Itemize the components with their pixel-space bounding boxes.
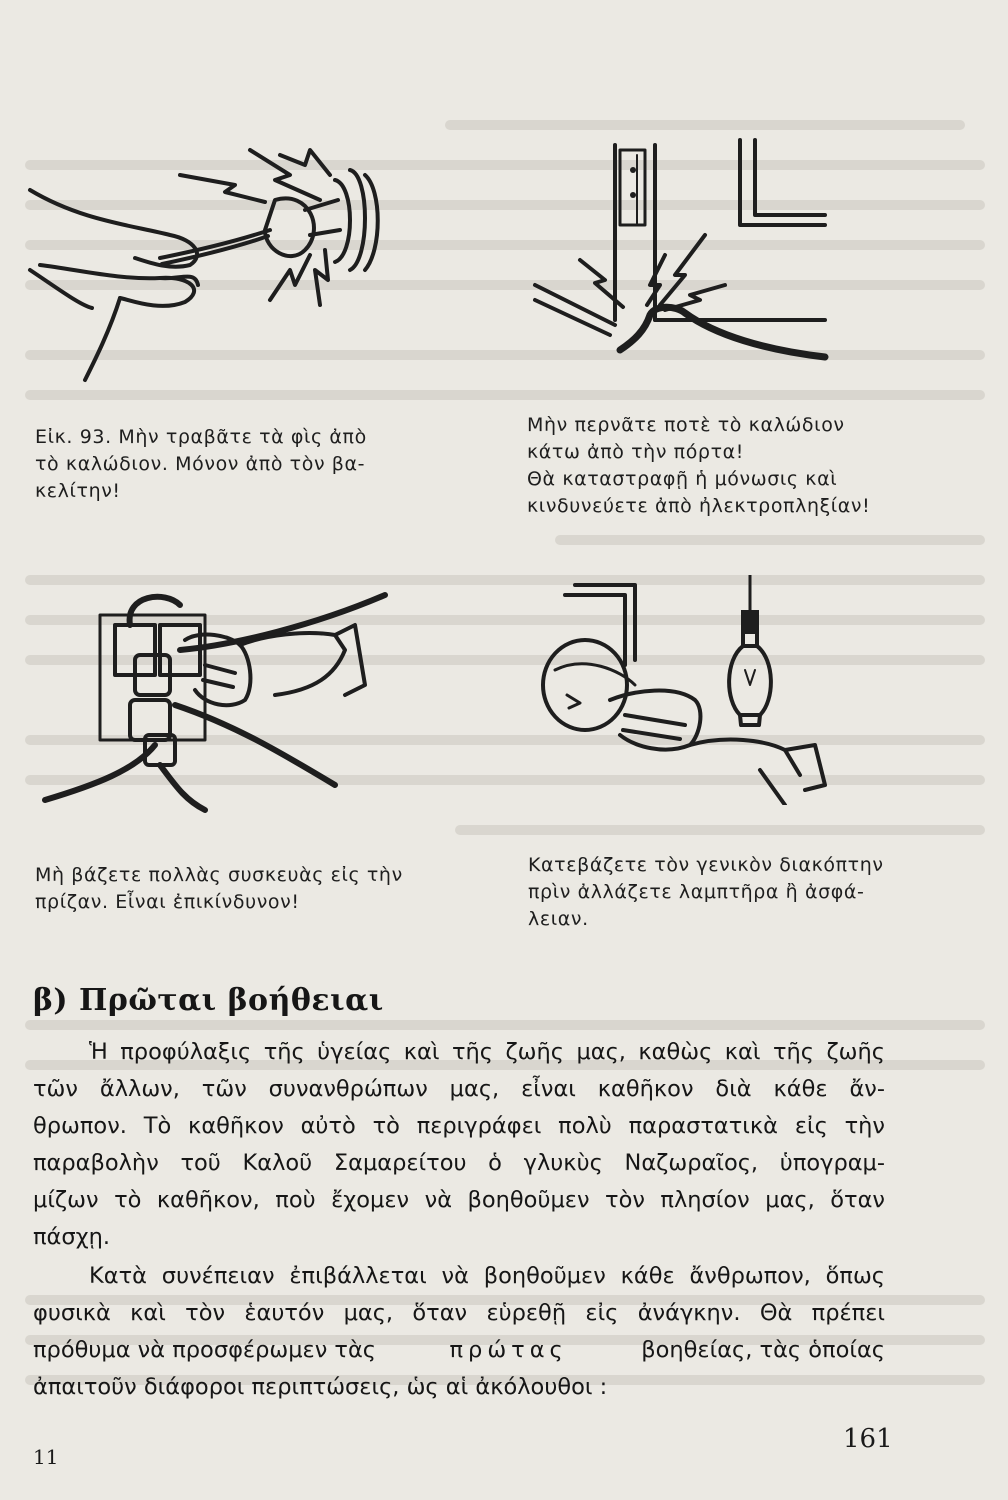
paragraph-line: ἀπαιτοῦν διάφοροι περιπτώσεις, ὡς αἱ ἀκόλουθοι :	[33, 1374, 608, 1400]
caption-line: τὸ καλώδιον. Μόνον ἀπὸ τὸν βα-	[35, 453, 366, 475]
emphasized-word: πρώτας	[449, 1337, 568, 1363]
caption-line: πρίζαν. Εἶναι ἐπικίνδυνον!	[35, 891, 300, 913]
hand-pulling-plug-by-cord-illustration	[20, 130, 420, 400]
caption-line: Κατεβάζετε τὸν γενικὸν διακόπτην	[528, 854, 884, 876]
caption-line: Μὴ βάζετε πολλὰς συσκευὰς εἰς τὴν	[35, 864, 403, 886]
page-number: 161	[843, 1424, 893, 1454]
paragraph-first-aid-duty	[33, 1034, 885, 1256]
figure-caption-door-cable	[527, 412, 870, 520]
text-segment: πρόθυμα νὰ προσφέρωμεν τὰς	[33, 1337, 376, 1363]
overloaded-socket-illustration	[35, 585, 395, 815]
caption-line: λειαν.	[528, 908, 589, 930]
caption-line: Μὴν περνᾶτε ποτὲ τὸ καλώδιον	[527, 414, 845, 436]
paragraph-line: φυσικὰ καὶ τὸν ἑαυτόν μας, ὅταν εὑρεθῇ εἰς ἀνάγκην. Θὰ πρέπει	[33, 1300, 885, 1326]
caption-line: Εἰκ. 93. Μὴν τραβᾶτε τὰ φὶς ἀπὸ	[35, 426, 367, 448]
caption-line: κελίτην!	[35, 480, 121, 502]
paragraph-line: Ἡ προφύλαξις τῆς ὑγείας καὶ τῆς ζωῆς μας, καθὼς καὶ τῆς ζωῆς	[89, 1039, 885, 1065]
figure-caption-overloaded-socket	[35, 862, 403, 916]
paragraph-line: Κατὰ συνέπειαν ἐπιβάλλεται νὰ βοηθοῦμεν κάθε ἄνθρωπον, ὅπως	[89, 1263, 885, 1289]
caption-line: Θὰ καταστραφῇ ἡ μόνωσις καὶ	[527, 468, 838, 490]
caption-line: κάτω ἀπὸ τὴν πόρτα!	[527, 441, 744, 463]
paragraph-line: τῶν ἄλλων, τῶν συνανθρώπων μας, εἶναι καθῆκον διὰ κάθε ἄν-	[33, 1076, 885, 1102]
paragraph-line-with-emphasis	[33, 1332, 885, 1369]
figure-caption-main-switch	[528, 852, 884, 933]
paragraph-line: θρωπον. Τὸ καθῆκον αὐτὸ τὸ περιγράφει πολὺ παραστατικὰ εἰς τὴν	[33, 1113, 885, 1139]
signature-mark: 11	[33, 1445, 59, 1469]
paragraph-line: μίζων τὸ καθῆκον, ποὺ ἔχομεν νὰ βοηθοῦμεν τὸν πλησίον μας, ὅταν	[33, 1187, 885, 1213]
text-segment: βοηθείας, τὰς ὁποίας	[641, 1337, 885, 1363]
paragraph-obligation	[33, 1258, 885, 1406]
main-switch-and-lamp-illustration	[525, 575, 855, 805]
figure-caption-pull-plug	[35, 424, 367, 505]
caption-line: κινδυνεύετε ἀπὸ ἠλεκτροπληξίαν!	[527, 495, 871, 517]
paragraph-line: παραβολὴν τοῦ Καλοῦ Σαμαρείτου ὁ γλυκὺς Ναζωραῖος, ὑπογραμ-	[33, 1150, 885, 1176]
section-heading: β) Πρῶται βοήθειαι	[33, 983, 384, 1018]
cable-under-door-illustration	[525, 135, 835, 365]
caption-line: πρὶν ἀλλάζετε λαμπτῆρα ἢ ἀσφά-	[528, 881, 865, 903]
paragraph-line: πάσχῃ.	[33, 1224, 111, 1250]
